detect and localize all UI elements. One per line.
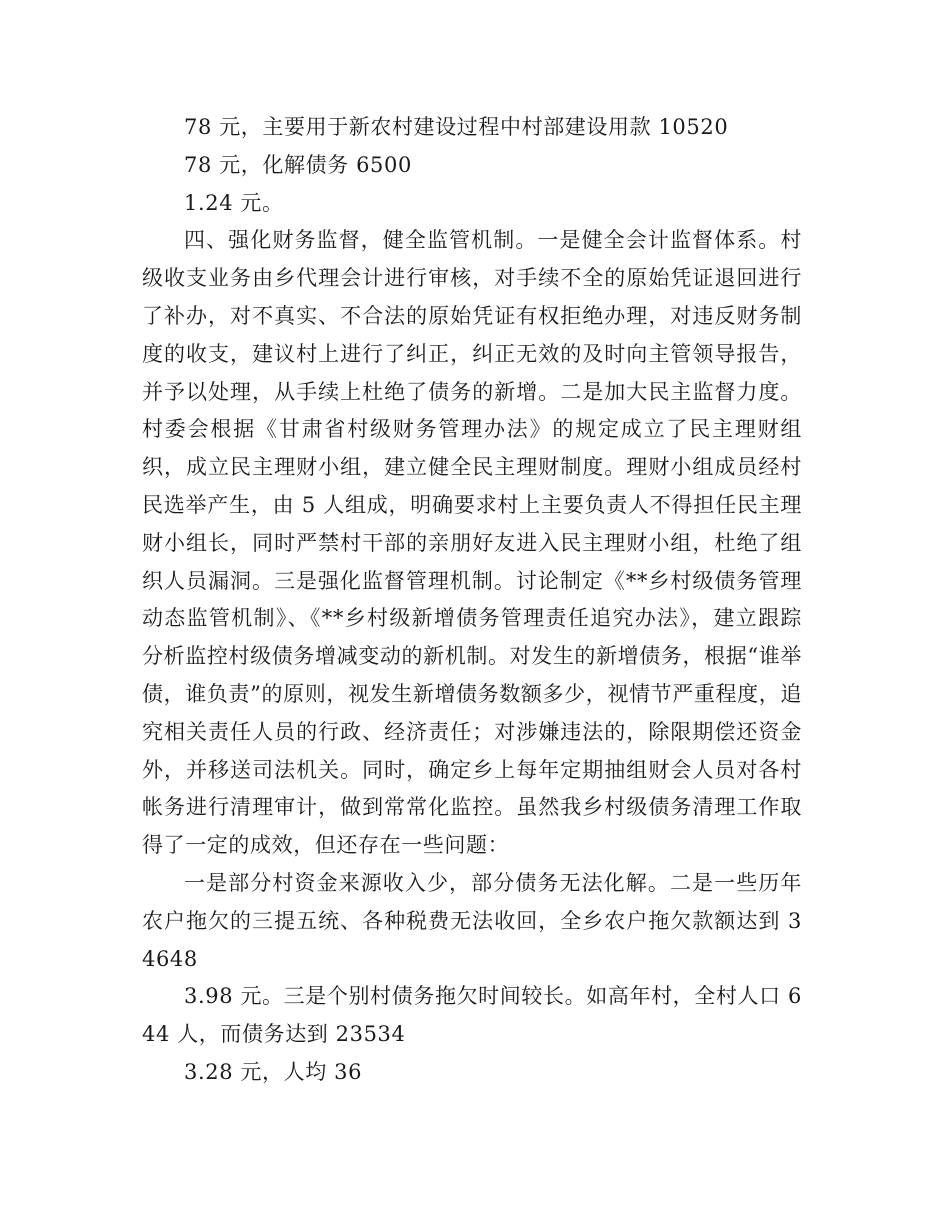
paragraph: 1.24 元。 [184, 190, 284, 215]
paragraph: 四、强化财务监督，健全监管机制。一是健全会计监督体系。村级收支业务由乡代理会计进行审核，对手续不全的原始凭证退回进行了补办，对不真实、不合法的原始凭证有权拒绝办理，对违反财务制度的收支，建议村上进行了纠正，纠正无效的及时向主管领导报告，并予以处理，从手续上杜绝了债务的新增。二是加大民主监督力度。村委会根据《甘肃省村级财务管理办法》的规定成立了民主理财组织，成立民主理财小组，建立健全民主理财制度。理财小组成员经村民选举产生，由 5 人组成，明确要求村上主要负责人不得担任民主理财小组长，同时严禁村干部的亲朋好友进入民主理财小组，杜绝了组织人员漏洞。三是强化监督管理机制。讨论制定《**乡村级债务管理动态监管机制》、《**乡村级新增债务管理责任追究办法》，建立跟踪分析监控村级债务增减变动的新机制。对发生的新增债务，根据“谁举债，谁负责”的原则，视发生新增债务数额多少，视情节严重程度，追究相关责任人员的行政、经济责任；对涉嫌违法的，除限期偿还资金外，并移送司法机关。同时，确定乡上每年定期抽组财会人员对各村帐务进行清理审计，做到常常化监控。虽然我乡村级债务清理工作取得了一定的成效，但还存在一些问题： [142, 228, 802, 858]
paragraph: 一是部分村资金来源收入少，部分债务无法化解。二是一些历年农户拖欠的三提五统、各种税费无法收回，全乡农户拖欠款额达到 34648 [142, 870, 802, 971]
document-body [142, 109, 802, 1092]
paragraph: 3.98 元。三是个别村债务拖欠时间较长。如高年村，全村人口 644 人，而债务达到 23534 [142, 984, 802, 1047]
paragraph: 78 元，化解债务 6500 [184, 152, 412, 177]
paragraph: 78 元，主要用于新农村建设过程中村部建设用款 10520 [184, 115, 729, 139]
paragraph: 3.28 元，人均 36 [184, 1059, 363, 1084]
